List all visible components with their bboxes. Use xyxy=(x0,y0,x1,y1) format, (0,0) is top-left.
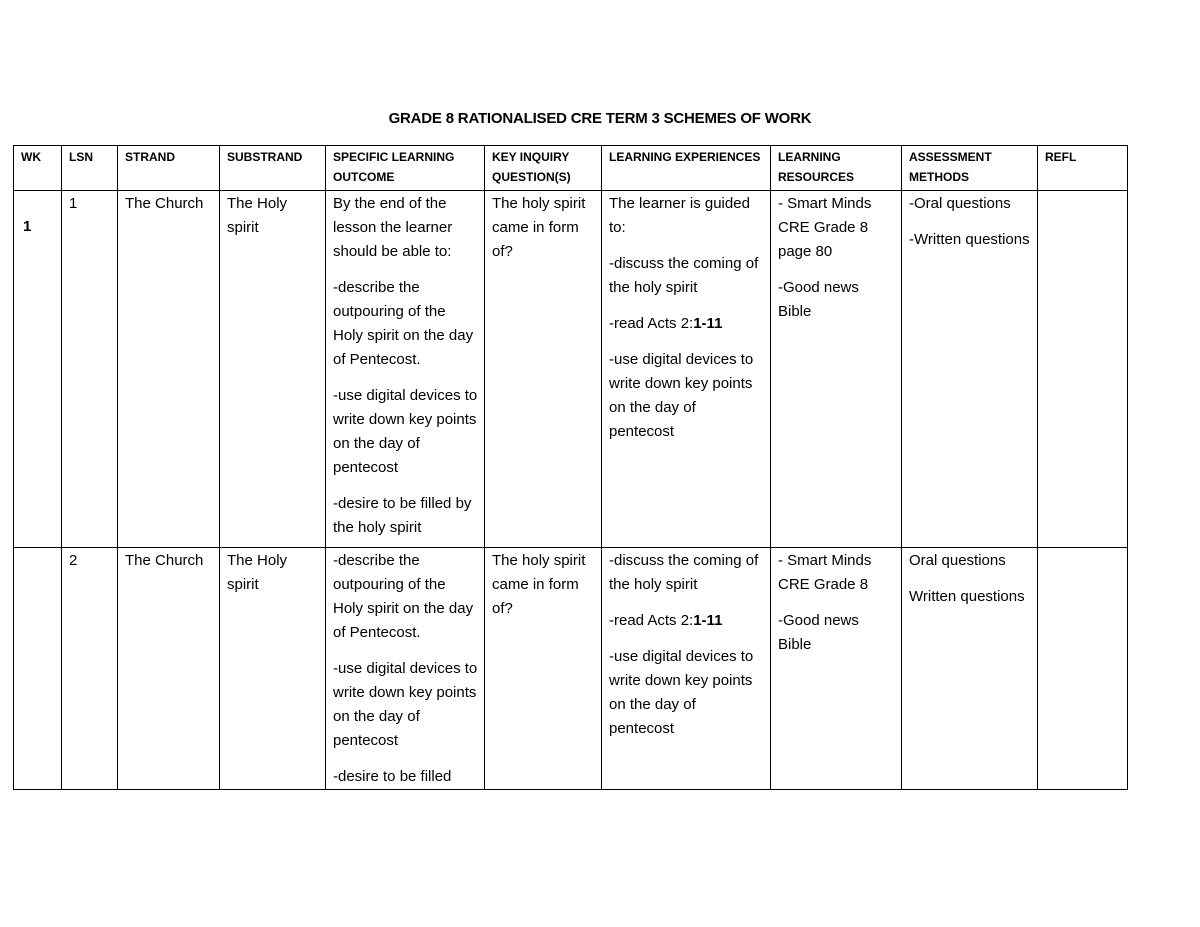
cell-experiences: -discuss the coming of the holy spirit -read Acts 2:1-11 -use digital devices to write down key points on the day of pentecost xyxy=(602,548,771,790)
cell-strand: The Church xyxy=(118,548,220,790)
cell-reflection xyxy=(1038,191,1128,548)
cell-substrand: The Holy spirit xyxy=(220,191,326,548)
header-learning-resources: LEARNING RESOURCES xyxy=(771,146,902,191)
cell-resources: - Smart Minds CRE Grade 8 -Good news Bible xyxy=(771,548,902,790)
table-row xyxy=(14,191,1128,548)
header-reflection: REFL xyxy=(1038,146,1128,191)
header-learning-experiences: LEARNING EXPERIENCES xyxy=(602,146,771,191)
header-row xyxy=(14,146,1128,191)
cell-inquiry: The holy spirit came in form of? xyxy=(485,191,602,548)
cell-wk xyxy=(14,548,62,790)
header-wk: WK xyxy=(14,146,62,191)
cell-reflection xyxy=(1038,548,1128,790)
week-number: 1 xyxy=(23,218,32,235)
cell-substrand: The Holy spirit xyxy=(220,548,326,790)
cell-outcome: -describe the outpouring of the Holy spirit on the day of Pentecost. -use digital devices to write down key points on the day of pentecost -desire to be filled xyxy=(326,548,485,790)
header-specific-learning-outcome: SPECIFIC LEARNING OUTCOME xyxy=(326,146,485,191)
cell-wk xyxy=(14,191,62,548)
cell-assessment: Oral questions Written questions xyxy=(902,548,1038,790)
cell-assessment: -Oral questions -Written questions xyxy=(902,191,1038,548)
cell-resources: - Smart Minds CRE Grade 8 page 80 -Good news Bible xyxy=(771,191,902,548)
cell-lsn: 1 xyxy=(62,191,118,548)
cell-lsn: 2 xyxy=(62,548,118,790)
header-substrand: SUBSTRAND xyxy=(220,146,326,191)
document-title: GRADE 8 RATIONALISED CRE TERM 3 SCHEMES OF WORK xyxy=(388,110,812,127)
table-row xyxy=(14,548,1128,790)
cell-outcome: By the end of the lesson the learner should be able to: -describe the outpouring of the Holy spirit on the day of Pentecost. -use digital devices to write down key points on the day of pentecost -desire to be filled by the holy spirit xyxy=(326,191,485,548)
header-strand: STRAND xyxy=(118,146,220,191)
header-lsn: LSN xyxy=(62,146,118,191)
cell-inquiry: The holy spirit came in form of? xyxy=(485,548,602,790)
header-assessment-methods: ASSESSMENT METHODS xyxy=(902,146,1038,191)
schemes-of-work-table xyxy=(13,145,1128,790)
cell-strand: The Church xyxy=(118,191,220,548)
cell-experiences: The learner is guided to: -discuss the coming of the holy spirit -read Acts 2:1-11 -use digital devices to write down key points on the day of pentecost xyxy=(602,191,771,548)
header-key-inquiry-questions: KEY INQUIRY QUESTION(S) xyxy=(485,146,602,191)
